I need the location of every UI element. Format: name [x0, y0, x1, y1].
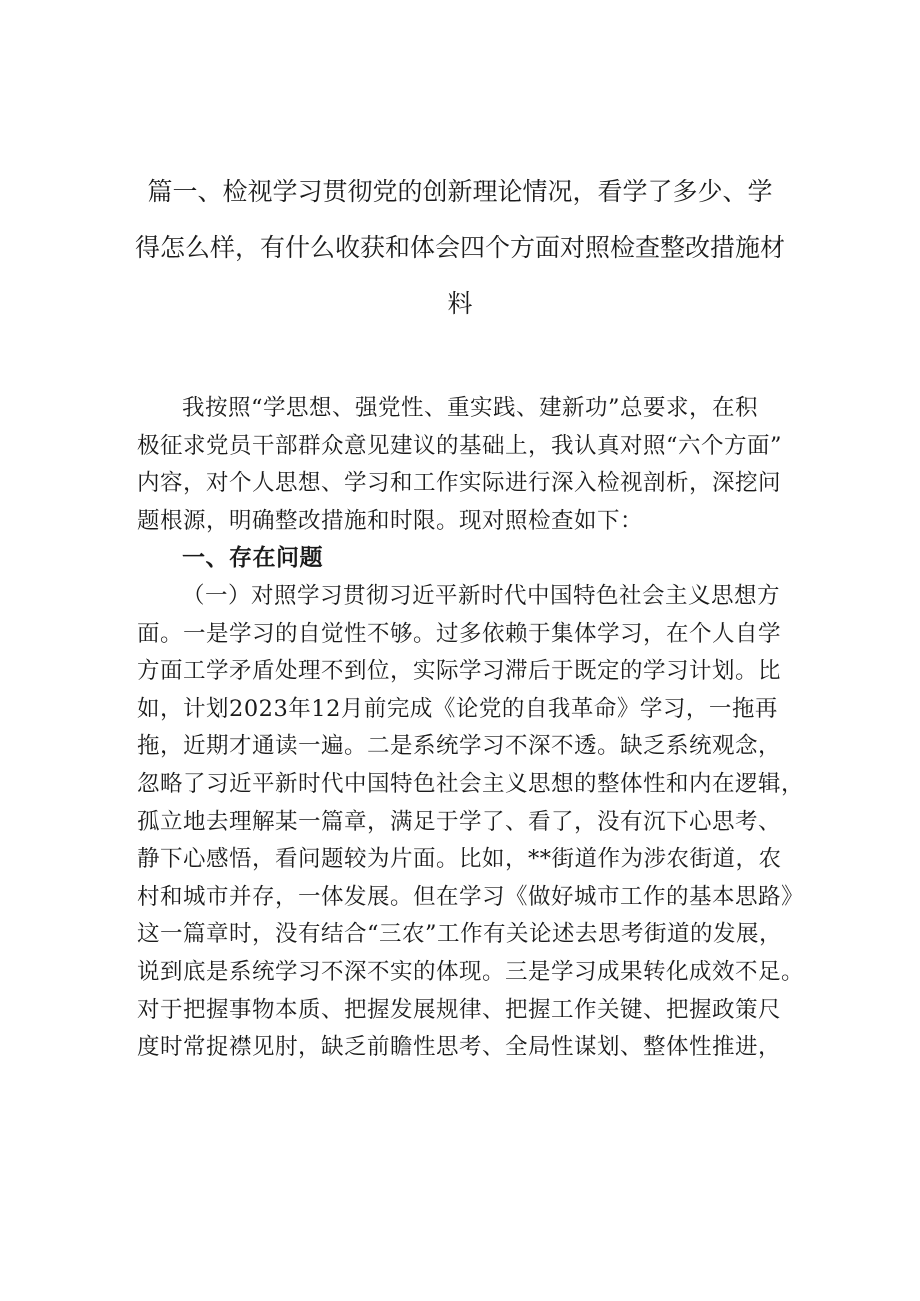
- paragraph-line: 极征求党员干部群众意见建议的基础上，我认真对照“六个方面”: [137, 432, 783, 459]
- intro-paragraph: [137, 390, 797, 540]
- paragraph-line: 方面工学矛盾处理不到位，实际学习滞后于既定的学习计划。比: [137, 658, 782, 685]
- paragraph-line: 忽略了习近平新时代中国特色社会主义思想的整体性和内在逻辑，: [137, 770, 805, 797]
- paragraph-line: 面。一是学习的自觉性不够。过多依赖于集体学习，在个人自学: [137, 620, 782, 647]
- paragraph-line: 如，计划2023年12月前完成《论党的自我革命》学习，一拖再: [137, 695, 778, 722]
- paragraph-line: 我按照“学思想、强党性、重实践、建新功”总要求，在积: [182, 395, 759, 421]
- paragraph-line: 说到底是系统学习不深不实的体现。三是学习成果转化成效不足。: [137, 958, 805, 985]
- paragraph-line: 度时常捉襟见肘，缺乏前瞻性思考、全局性谋划、整体性推进，: [137, 1034, 782, 1061]
- title-line: 篇一、检视学习贯彻党的创新理论情况，看学了多少、学: [147, 177, 773, 206]
- paragraph-line: 拖，近期才通读一遍。二是系统学习不深不透。缺乏系统观念，: [137, 733, 782, 760]
- document-title: [130, 164, 790, 332]
- document-body: [137, 390, 805, 1067]
- paragraph-line: 对于把握事物本质、把握发展规律、把握工作关键、把握政策尺: [137, 996, 782, 1023]
- section-paragraph: [137, 578, 805, 1067]
- paragraph-line: （一）对照学习贯彻习近平新时代中国特色社会主义思想方: [182, 582, 781, 609]
- paragraph-line: 这一篇章时，没有结合“三农”工作有关论述去思考街道的发展，: [137, 921, 783, 948]
- title-line: 料: [447, 289, 473, 318]
- paragraph-line: 静下心感悟，看问题较为片面。比如，**街道作为涉农街道，农: [137, 846, 782, 873]
- paragraph-line: 题根源，明确整改措施和时限。现对照检查如下：: [137, 507, 644, 534]
- paragraph-line: 孤立地去理解某一篇章，满足于学了、看了，没有沉下心思考、: [137, 808, 782, 835]
- title-line: 得怎么样，有什么收获和体会四个方面对照检查整改措施材: [134, 233, 785, 262]
- paragraph-line: 内容，对个人思想、学习和工作实际进行深入检视剖析，深挖问: [137, 470, 782, 497]
- paragraph-line: 村和城市并存，一体发展。但在学习《做好城市工作的基本思路》: [137, 883, 805, 910]
- section-heading: 一、存在问题: [182, 545, 323, 572]
